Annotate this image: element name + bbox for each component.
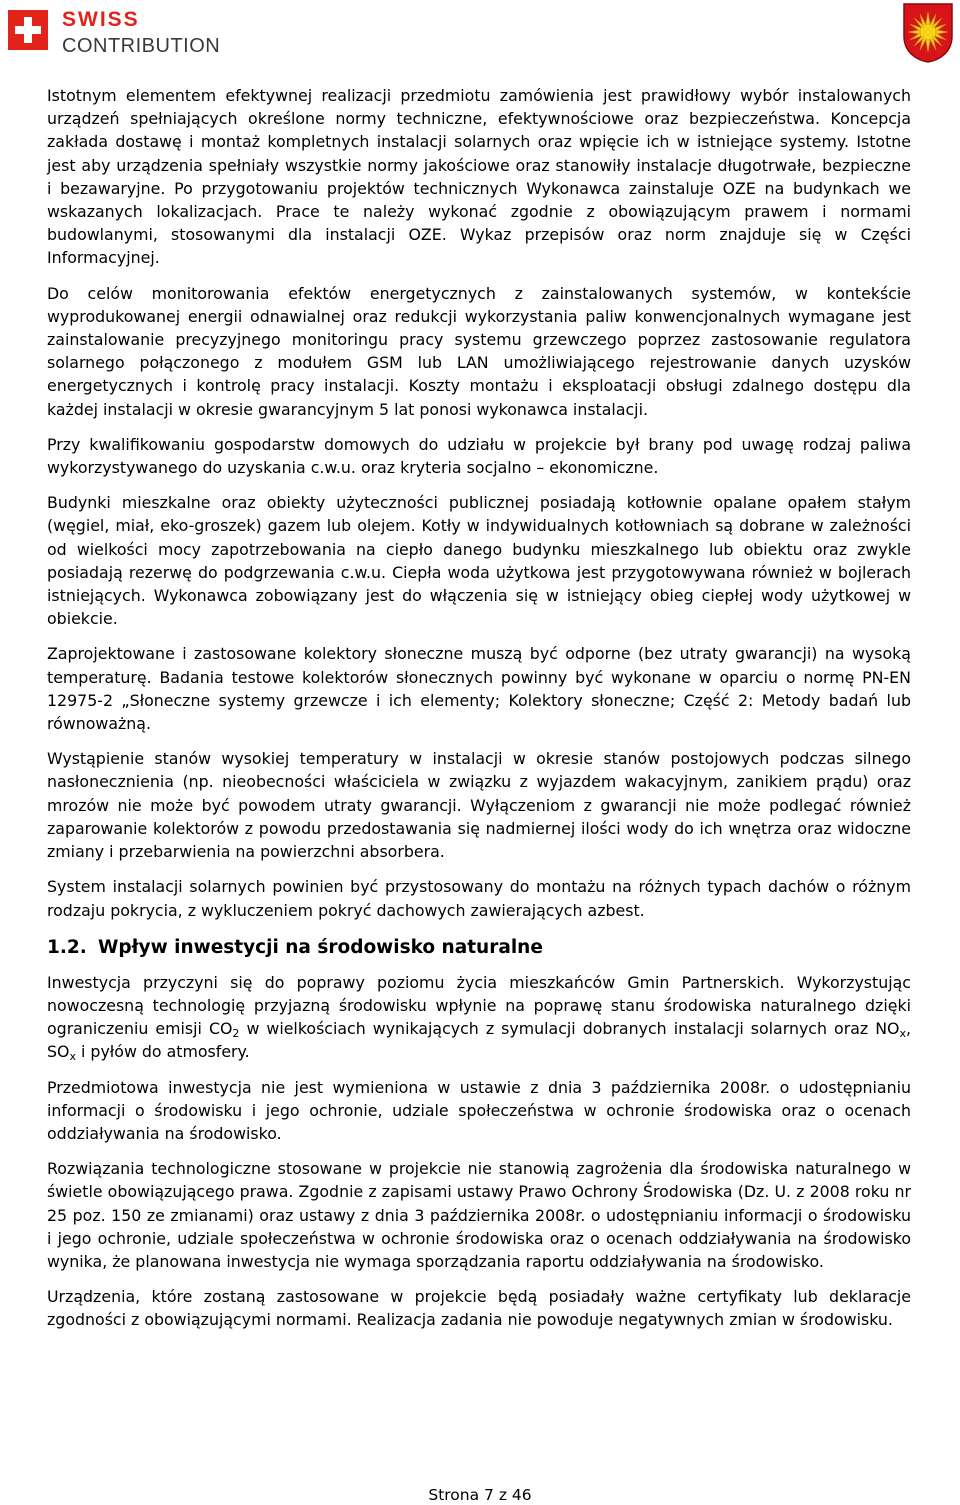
section-title: Wpływ inwestycji na środowisko naturalne	[98, 936, 543, 958]
paragraph-legal-exemption: Przedmiotowa inwestycja nie jest wymieniona w ustawie z dnia 3 października 2008r. o udostępnianiu informacji o środowisku i jego ochronie, udziale społeczeństwa w ochronie środowiska oraz o ocenach oddziaływania na środowisko.	[47, 1077, 911, 1143]
paragraph-legal-basis: Rozwiązania technologiczne stosowane w projekcie nie stanowią zagrożenia dla środowiska naturalnego w świetle obowiązującego prawa. Zgodnie z zapisami ustawy Prawo Ochrony Środowiska (Dz. U. z 2008 roku nr 25 poz. 150 ze zmianami) oraz ustawy z dnia 3 października 2008r. o udostępnianiu informacji o środowisku i jego ochronie, udziale społeczeństwa w ochronie środowiska oraz o ocenach oddziaływania na środowisko wynika, że planowana inwestycja nie wymaga sporządzania raportu oddziaływania na środowisko.	[47, 1159, 911, 1271]
emissions-text-3: , SO	[47, 1019, 911, 1062]
document-body	[47, 84, 911, 1332]
swiss-contribution-logo	[8, 6, 238, 56]
emissions-text-1: Inwestycja przyczyni się do poprawy poziomu życia mieszkańców Gmin Partnerskich. Wykorzystując nowoczesną technologię przyjazną środowisku wpłynie na poprawę stanu środowiska naturalnego dzięki ograniczeniu emisji CO	[47, 972, 911, 1039]
paragraph-collectors: Zaprojektowane i zastosowane kolektory słoneczne muszą być odporne (bez utraty gwarancji) na wysoką temperaturę. Badania testowe kolektorów słonecznych powinny być wykonane w oparciu o normę PN-EN 12975-2 „Słoneczne systemy grzewcze i ich elementy; Kolektory słoneczne; Część 2: Metody badań lub równoważną.	[47, 644, 911, 734]
section-heading	[47, 935, 911, 961]
subscript-co2: 2	[232, 1027, 240, 1041]
paragraph-monitoring: Do celów monitorowania efektów energetycznych z zainstalowanych systemów, w kontekście wyprodukowanej energii odnawialnej oraz redukcji wykorzystania paliw konwencjonalnych wymagane jest zainstalowanie precyzyjnego monitoringu pracy systemu grzewczego poprzez zastosowanie regulatora solarnego połączonego z modułem GSM lub LAN umożliwiającego rejestrowanie danych uzysków energetycznych i kontrolę pracy instalacji. Koszty montażu i eksploatacji obsługi zdalnego dostępu dla każdej instalacji w okresie gwarancyjnym 5 lat ponosi wykonawca instalacji.	[47, 283, 911, 419]
emissions-text-4: i pyłów do atmosfery.	[75, 1042, 250, 1062]
paragraph-roof-types: System instalacji solarnych powinien być przystosowany do montażu na różnych typach dachów o różnym rodzaju pokrycia, z wykluczeniem pokryć dachowych zawierających azbest.	[47, 877, 911, 920]
sun-coat-of-arms-icon	[902, 2, 954, 64]
paragraph-buildings: Budynki mieszkalne oraz obiekty użyteczności publicznej posiadają kotłownie opalane opałem stałym (węgiel, miał, eko-groszek) gazem lub olejem. Kotły w indywidualnych kotłowniach są dobrane w zależności od wielkości mocy zapotrzebowania na ciepło danego budynku mieszkalnego lub obiektu oraz zwykle posiadają rezerwę do podgrzewania c.w.u. Ciepła woda użytkowa jest przygotowywana również w bojlerach istniejących. Wykonawca zobowiązany jest do włączenia się w istniejący obieg ciepłej wody użytkowej w obiekcie.	[47, 493, 911, 629]
emissions-text-2: w wielkościach wynikających z symulacji dobranych instalacji solarnych oraz NO	[239, 1019, 900, 1039]
paragraph-certificates: Urządzenia, które zostaną zastosowane w projekcie będą posiadały ważne certyfikaty lub deklaracje zgodności z obowiązującymi normami. Realizacja zadania nie powoduje negatywnych zmian w środowisku.	[47, 1287, 911, 1330]
subscript-sox: x	[69, 1050, 76, 1064]
paragraph-device-requirements: Istotnym elementem efektywnej realizacji przedmiotu zamówienia jest prawidłowy wybór instalowanych urządzeń spełniających określone normy techniczne, efektywnościowe oraz bezpieczeństwa. Koncepcja zakłada dostawę i montaż kompletnych instalacji solarnych oraz wpięcie ich w istniejące systemy. Istotne jest aby urządzenia spełniały wszystkie normy jakościowe oraz stanowiły instalacje długotrwałe, bezpieczne i bezawaryjne. Po przygotowaniu projektów technicznych Wykonawca zainstaluje OZE na budynkach we wskazanych lokalizacjach. Prace te należy wykonać zgodnie z obowiązującym prawem i normami budowlanymi, stosowanymi dla instalacji OZE. Wykaz przepisów oraz norm znajduje się w Części Informacyjnej.	[47, 86, 911, 268]
logo-text-contribution: CONTRIBUTION	[62, 35, 221, 57]
logo-text-swiss: SWISS	[62, 8, 140, 31]
swiss-cross-icon	[8, 10, 48, 50]
paragraph-emissions	[47, 971, 911, 1064]
subscript-nox: x	[899, 1027, 906, 1041]
paragraph-warranty: Wystąpienie stanów wysokiej temperatury w instalacji w okresie stanów postojowych podczas silnego nasłonecznienia (np. nieobecności właściciela w związku z wyjazdem wakacyjnym, zanikiem prądu) oraz mrozów nie może być powodem utraty gwarancji. Wyłączeniom z gwarancji nie może podlegać również zaparowanie kolektorów z powodu przedostawania się nadmiernej ilości wody do ich wnętrza oraz widoczne zmiany i przebarwienia na powierzchni absorbera.	[47, 749, 911, 862]
paragraph-qualification: Przy kwalifikowaniu gospodarstw domowych do udziału w projekcie był brany pod uwagę rodzaj paliwa wykorzystywanego do uzyskania c.w.u. oraz kryteria socjalno – ekonomiczne.	[47, 434, 911, 478]
page-number: Strona 7 z 46	[428, 1486, 532, 1504]
section-number: 1.2.	[47, 936, 87, 958]
